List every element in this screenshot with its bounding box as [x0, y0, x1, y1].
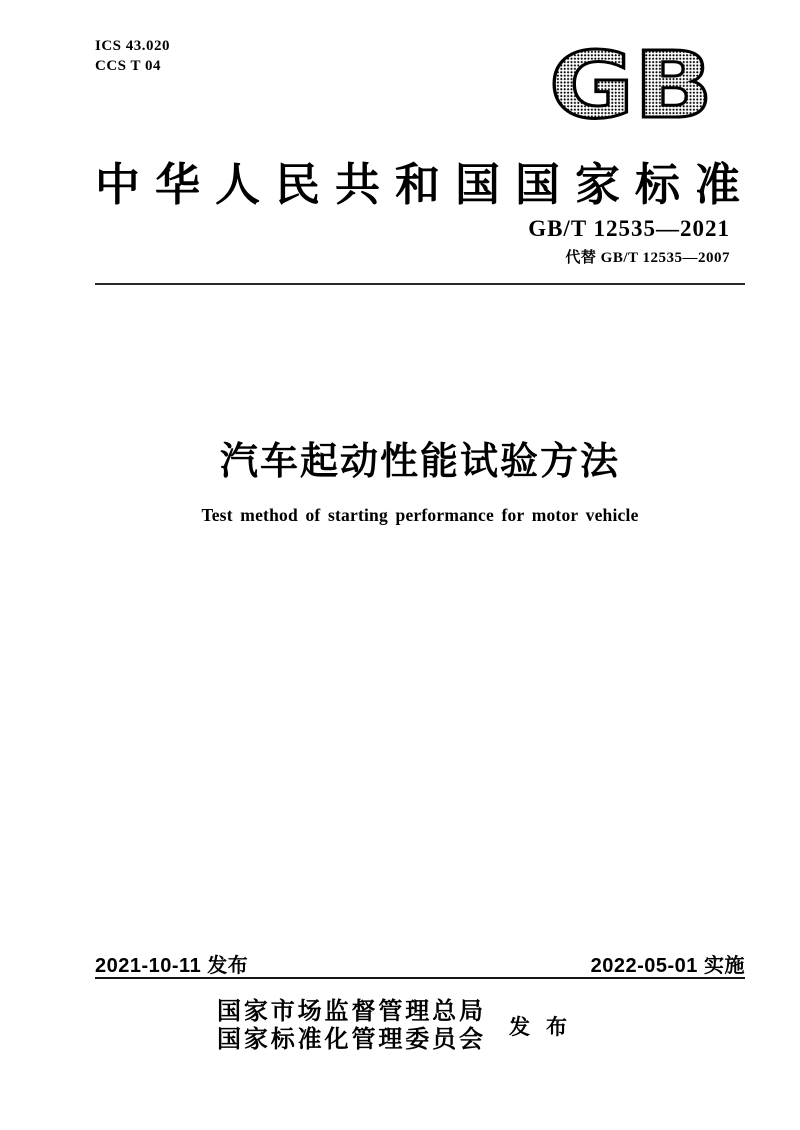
gb-logo-text: GB — [549, 40, 713, 128]
publish-label: 发布 — [509, 1015, 583, 1040]
replaces-note: 代替 GB/T 12535—2007 — [565, 250, 730, 266]
date-row — [95, 949, 745, 978]
standard-number: GB/T 12535—2021 — [528, 216, 730, 241]
issue-date: 2021-10-11 发布 — [95, 955, 249, 977]
issuer-section — [0, 998, 800, 1055]
implementation-date: 2022-05-01 实施 — [590, 955, 745, 977]
issuer-names — [217, 998, 485, 1055]
top-horizontal-rule — [95, 283, 745, 285]
issuer-line-2: 国家标准化管理委员会 — [217, 1027, 485, 1054]
standard-title-english: Test method of starting performance for motor vehicle — [201, 505, 639, 525]
bottom-horizontal-rule — [95, 977, 745, 979]
issuer-line-1: 国家市场监督管理总局 — [217, 999, 485, 1025]
ics-code: ICS 43.020 — [95, 38, 171, 54]
standard-title-chinese: 汽车起动性能试验方法 — [219, 441, 620, 483]
ccs-code: CCS T 04 — [95, 58, 161, 75]
classification-codes — [95, 36, 170, 77]
gb-logo-icon — [546, 40, 716, 128]
national-standard-heading: 中华人民共和国国家标准 — [95, 160, 756, 210]
